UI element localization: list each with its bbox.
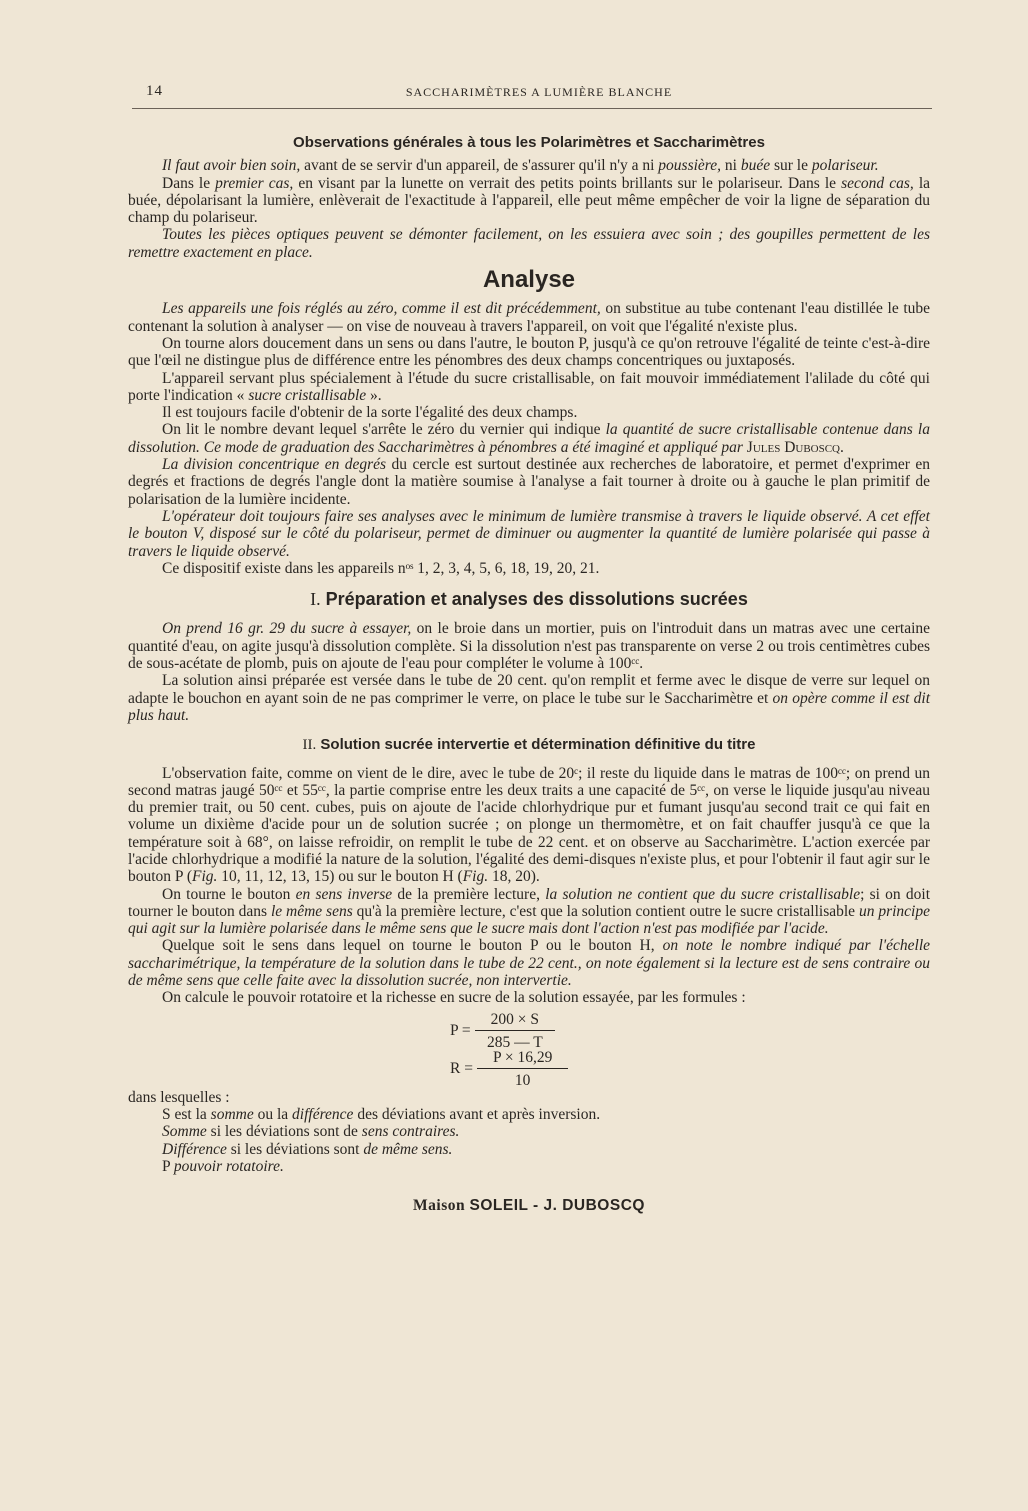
formula-p-denominator: 285 — T — [487, 1033, 543, 1051]
paragraph: On lit le nombre devant lequel s'arrête le zéro du vernier qui indique la quantité de sucre cristallisable contenue dans la dissolution. Ce mode de graduation des Saccharimètres à pénombres a été imaginé et appliqué par Jules Duboscq. — [128, 421, 930, 456]
paragraph: L'observation faite, comme on vient de le dire, avec le tube de 20ᶜ; il reste du liquide dans le matras de 100ᶜᶜ; on prend un second matras jaugé 50ᶜᶜ et 55ᶜᶜ, la partie comprise entre les deux traits a une capacité de 5ᶜᶜ, on verse le liquide jusqu'au niveau du premier trait, ou 50 cent. cubes, puis on ajoute de l'acide chlorhydrique pur et fumant jusqu'au second trait ce qui fait en volume un dixième d'acide pour un de solution sucrée ; on plonge un thermomètre, et on fait chauffer jusqu'à ce que la température soit à 68°, on laisse refroidir, on remplit le tube de 22 cent. et on observe au Saccharimètre. L'action exercée par l'acide chlorhydrique a modifié la nature de la solution, l'égalité des demi-disques n'existe plus, et pour l'obtenir il faut agir sur le bouton P (Fig. 10, 11, 12, 13, 15) ou sur le bouton H (Fig. 18, 20). — [128, 764, 930, 886]
paragraph: Il faut avoir bien soin, avant de se servir d'un appareil, de s'assurer qu'il n'y a ni poussière, ni buée sur le polariseur. — [162, 157, 879, 175]
definition-item: S est la somme ou la différence des déviations avant et après inversion. — [162, 1105, 601, 1123]
page-body — [128, 134, 930, 1214]
definition-item: Somme si les déviations sont de sens contraires. — [162, 1123, 460, 1141]
definition-item: P pouvoir rotatoire. — [162, 1157, 284, 1175]
formula-p-numerator: 200 × S — [475, 1011, 555, 1031]
formulas — [128, 1011, 930, 1087]
paragraph: La solution ainsi préparée est versée dans le tube de 20 cent. qu'on remplit et ferme avec le disque de verre sur lequel on adapte le bouchon en ayant soin de ne pas comprimer le verre, on place le tube sur le Saccharimètre et on opère comme il est dit plus haut. — [128, 672, 930, 724]
formula-r-denominator: 10 — [514, 1071, 531, 1089]
definition-item: Différence si les déviations sont de même sens. — [162, 1140, 453, 1158]
paragraph: Ce dispositif existe dans les appareils nᵒˢ 1, 2, 3, 4, 5, 6, 18, 19, 20, 21. — [162, 559, 600, 577]
formula-r: R = $\frac{P \times 16,29}{10}$ — [450, 1049, 568, 1090]
paragraph: Quelque soit le sens dans lequel on tourne le bouton P ou le bouton H, on note le nombre indiqué par l'échelle saccharimétrique, la température de la solution dans le tube de 22 cent., on note également si la lecture est de sens contraire ou de même sens que celle faite avec la dissolution sucrée, non intervertie. — [128, 937, 931, 990]
paragraph: Les appareils une fois réglés au zéro, comme il est dit précédemment, on substitue au tube contenant l'eau distillée le tube contenant la solution à analyser — on vise de nouveau à travers l'appareil, on voit que l'égalité n'existe plus. — [128, 300, 931, 335]
analyse-heading: Analyse — [482, 266, 576, 294]
running-title: SACCHARIMÈTRES A LUMIÈRE BLANCHE — [405, 85, 673, 99]
paragraph: L'opérateur doit toujours faire ses analyses avec le minimum de lumière transmise à travers le liquide observé. A cet effet le bouton V, disposé sur le côté du polariseur, permet de diminuer ou augmenter la quantité de lumière polarisée qui passe à travers le liquide observé. — [128, 507, 930, 560]
paragraph: Il est toujours facile d'obtenir de la sorte l'égalité des deux champs. — [162, 404, 578, 422]
observations-heading: Observations générales à tous les Polarimètres et Saccharimètres — [293, 134, 765, 151]
paragraph: La division concentrique en degrés du cercle est surtout destinée aux recherches de laboratoire, et permet d'exprimer en degrés et fractions de degrés l'angle dont la matière soumise à l'analyse a fait tourner à droite ou à gauche le plan primitif de polarisation de la lumière incidente. — [128, 456, 930, 508]
publisher-footer: Maison SOLEIL - J. DUBOSCQ — [413, 1197, 645, 1215]
paragraph: On calcule le pouvoir rotatoire et la richesse en sucre de la solution essayée, par les formules : — [162, 989, 746, 1007]
formula-p: P = $\frac{200 \times S}{285 — T}$ — [450, 1011, 555, 1052]
paragraph: On tourne alors doucement dans un sens ou dans l'autre, le bouton P, jusqu'à ce qu'on retrouve l'égalité de teinte c'est-à-dire que l'œil ne distingue plus de différence entre les pénombres des deux champs concentriques ou juxtaposés. — [128, 334, 930, 370]
definitions-intro: dans lesquelles : — [128, 1088, 230, 1106]
formula-r-numerator: P × 16,29 — [477, 1049, 568, 1069]
paragraph: Dans le premier cas, en visant par la lunette on verrait des petits points brillants sur le polariseur. Dans le second cas, la buée, dépolarisant la lumière, enlèverait de l'exactitude à l'appareil, elle peut même empêcher de voir la ligne de séparation du champ du polariseur. — [128, 174, 931, 227]
paragraph: On tourne le bouton en sens inverse de la première lecture, la solution ne contient que du sucre cristallisable; si on doit tourner le bouton dans le même sens qu'à la première lecture, c'est que la solution contient outre le sucre cristallisable un principe qui agit sur la lumière polarisée dans le même sens que le sucre mais dont l'action n'est pas modifiée par l'acide. — [128, 885, 930, 938]
paragraph: L'appareil servant plus spécialement à l'étude du sucre cristallisable, on fait mouvoir immédiatement l'alilade du côté qui porte l'indication « sucre cristallisable ». — [128, 369, 930, 404]
header-rule — [132, 108, 932, 109]
paragraph: Toutes les pièces optiques peuvent se démonter facilement, on les essuiera avec soin ; des goupilles permettent de les remettre exactement en place. — [128, 226, 930, 261]
definitions — [128, 1089, 930, 1175]
page-number: 14 — [146, 83, 163, 99]
paragraph: On prend 16 gr. 29 du sucre à essayer, on le broie dans un mortier, puis on l'introduit dans un matras avec une certaine quantité d'eau, on agite jusqu'à dissolution complète. Si la dissolution n'est pas transparente on verse 2 ou trois centimètres cubes de sous-acétate de plomb, puis on ajoute de l'eau pour compléter le volume à 100ᶜᶜ. — [128, 620, 931, 673]
section-2-heading: II. Solution sucrée intervertie et détermination définitive du titre — [302, 736, 756, 754]
section-1-heading: I. Préparation et analyses des dissolutions sucrées — [310, 589, 748, 610]
running-header — [146, 83, 932, 101]
